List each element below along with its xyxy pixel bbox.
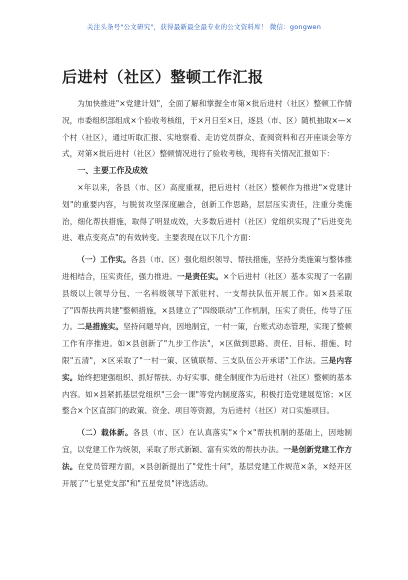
paragraph-work: （一）工作实。各县（市、区）强化组织领导、帮扶措施，坚持分类施策与整体推进相结合，压实责任，强力推进。一是责任实。×个后进村（社区）基本实现了一名副县级以上领导分包、一名科级领导下派驻村、一支帮扶队伍开展工作。如×县采取了"四帮扶两共建"整顿措施，×县建立了"四级联动"工作机制，压实了责任，传导了压力。二是措施实。坚持问题导向，因地制宜，一村一策，台账式动态管理，实现了整顿工作有序推进。如×县创新了"九步工作法"，×区做到思路、责任、目标、措施、时限"五清"，×区采取了"一村一策、区镇联帮、三支队伍公开承诺"工作法。三是内容实。始终把建强组织、抓好帮扶、办好实事、健全制度作为后进村（社区）整顿的基本内容。如×县紧抓基层党组织"三会一课"等党内制度落实，积极打造党建展览馆；×区整合×个区直部门的政策、资金、项目等资源，为后进村（社区）对口实施项目。 <box>62 255 353 416</box>
header-banner: 关注头条号"公文研究"，获得最新最全最专业的公文资料库！ 微信：gongwen <box>86 23 322 31</box>
paragraph-carrier: （二）载体新。各县（市、区）在认真落实"×个×"帮扶机制的基础上，因地制宜，以党建工作为统领，采取了形式新颖、富有实效的帮扶办法。一是创新党建工作方法。在党员管理方面，×县创新提出了"党性十问"，基层党建工作规范×条，×经开区开展了"七星党支部"和"五星党员"评选活动。 <box>62 428 353 488</box>
intro-paragraph: 为加快推进"×党建计划"，全面了解和掌握全市第×批后进村（社区）整顿工作情况，市委组织部组成×个验收考核组，于×月日至×日，逐县（市、区）随机抽取×—×个村（社区），通过听取汇报、实地察看、走访党员群众、查阅资料和召开座谈会等方式，对第×批后进村（社区）整顿情况进行了验收考核，现将有关情况汇报如下： <box>62 99 352 159</box>
document-title: 后进村（社区）整顿工作汇报 <box>62 68 264 86</box>
paragraph-lead: （一）工作实。 <box>77 255 131 265</box>
section-heading-1: 一、主要工作及成效 <box>77 166 148 176</box>
document-body <box>62 96 352 492</box>
section1-intro-paragraph: ×年以来，各县（市、区）高度重视，把后进村（社区）整顿作为推进"×党建计划"的重要内容，与脱贫攻坚深度融合，创新工作思路，层层压实责任，注重分类施治，细化帮扶措施，取得了明显成效，大多数后进村（社区）党组织实现了"后进变先进、难点变亮点"的有效转变。主要表现在以下几个方面： <box>62 182 352 243</box>
paragraph-lead: （二）载体新。 <box>77 428 133 438</box>
